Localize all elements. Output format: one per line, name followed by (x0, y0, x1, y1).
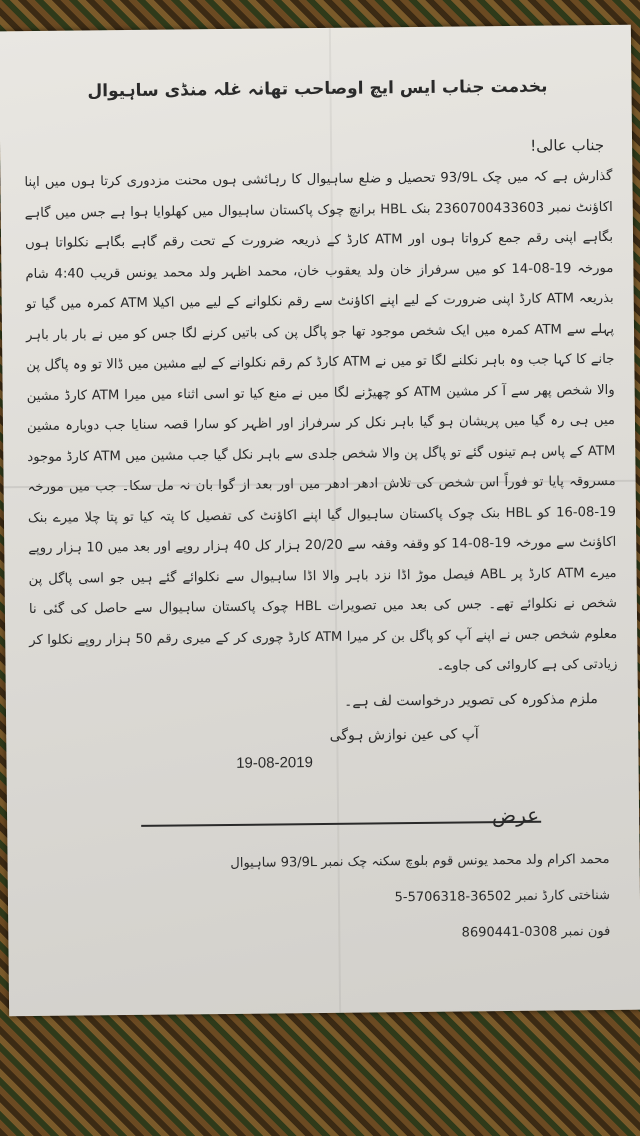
letter-date: 19-08-2019 (236, 753, 313, 772)
signature-word: عرض (491, 802, 540, 827)
signature-line (31, 797, 619, 839)
applicant-info (31, 841, 620, 955)
applicant-cnic: شناختی کارڈ نمبر 36502-5706318-5 (394, 887, 611, 905)
carpet-background-bottom (0, 1036, 640, 1136)
letter-header: بخدمت جناب ایس ایچ اوصاحب تھانہ غلہ منڈی ساہیوال (87, 76, 548, 102)
applicant-name: محمد اکرام ولد محمد یونس قوم بلوچ سکنہ چک نمبر 93/9L ساہیوال (230, 851, 610, 871)
attachment-note: ملزم مذکورہ کی تصویر درخواست لف ہے۔ (344, 690, 598, 710)
applicant-phone: فون نمبر 0308-8690441 (461, 923, 611, 941)
signature-rule (141, 820, 541, 826)
salutation: جناب عالی! (530, 136, 605, 155)
letter-content (23, 65, 620, 956)
letter-paper (0, 25, 640, 1017)
letter-body: گذارش ہے کہ میں چک 93/9L تحصیل و ضلع ساہیوال کا رہائشی ہوں محنت مزدوری کرتا ہوں میں اپنا اکاؤنٹ نمبر 2360700433603 بنک HBL برانچ چوک پاکستان ساہیوال میں کھلوایا ہوا ہے جس میں گاہے بگاہے اپنی رقم جمع کرواتا ہوں اور ATM کارڈ کے ذریعہ ضرورت کے تحت رقم گاہے بگاہے نکلواتا ہوں مورخہ 19-08-14 کو میں سرفراز خان ولد یعقوب خان، محمد اظہر ولد محمد یونس قریب 4:40 شام بذریعہ ATM کارڈ اپنی ضرورت کے لیے اپنے اکاؤنٹ سے رقم نکلوانے کے لیے میں اکیلا ATM کمرہ میں گیا تو پہلے سے ATM کمرہ میں ایک شخص موجود تھا جو پاگل پن کی باتیں کرنے لگا جس کو میں نے بار بار باہر جانے کا کہا جب وہ باہر نکلنے لگا تو میں نے ATM کارڈ کم رقم نکلوانے کے لیے مشین میں ڈالا تو وہ پاگل پن والا شخص پھر سے آ کر مشین ATM کو چھیڑنے لگا میں نے منع کیا تو اسی اثناء میں میرا ATM کارڈ مشین میں ہی رہ گیا میں پریشان ہو گیا باہر نکل کر سرفراز اور اظہر کو سارا قصہ سنایا جب دوبارہ مشین ATM کے پاس ہم تینوں گئے تو پاگل پن والا شخص جلدی سے باہر نکل گیا جب مشین میں ATM کارڈ موجود مسروقہ پایا تو فوراً اس شخص کی تلاش ادھر ادھر میں اور بعد از گوا بان نہ مل سکا۔ جب میں مورخہ 19-08-16 کو HBL بنک چوک پاکستان ساہیوال گیا اپنے اکاؤنٹ کی تفصیل کا پتہ کیا تو پتا چلا میرے بنک اکاؤنٹ سے مورخہ 19-08-14 کو وقفہ وقفہ سے 20/20 ہزار کل 40 ہزار روپے اور بعد میں 10 ہزار روپے میرے ATM کارڈ پر ABL فیصل موڑ اڈا نزد باہر والا اڈا ساہیوال سے نکلوائے گئے ہیں جو اسی پاگل پن شخص نے نکلوائے تھے۔ جس کی بعد میں تصویرات HBL چوک پاکستان ساہیوال سے حاصل کی گئی نا معلوم شخص جس نے اپنے آپ کو پاگل بن کر میرا ATM کارڈ چوری کر کے میری رقم 50 ہزار روپے نکلوا کر زیادتی کی ہے کاروائی کی جاوے۔ (24, 168, 618, 674)
closing-line: آپ کی عین نوازش ہوگی (329, 725, 479, 744)
